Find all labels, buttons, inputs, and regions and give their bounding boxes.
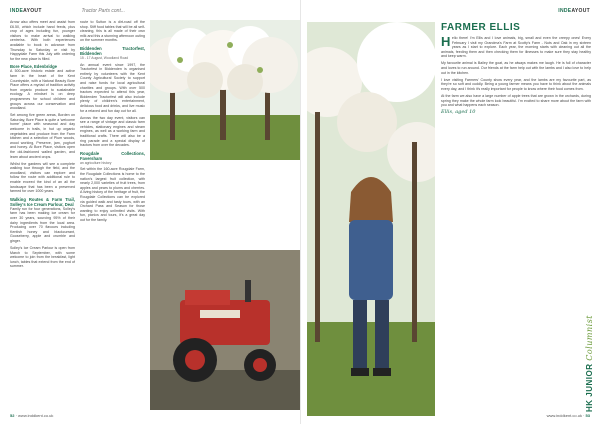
paragraph: At the farm we also have a large number of apple trees that are grown in the orchards, during spring they make the whole farm look beautiful. I'm excited to share more about the farm with you and what happens each season.: [441, 94, 591, 108]
heading: Bore Place, Edenbridge: [10, 64, 58, 70]
left-column-2: [80, 20, 145, 225]
left-header: [10, 8, 290, 16]
right-header: [311, 8, 590, 16]
left-footer: 52 · www.inddkent.co.uk: [10, 413, 54, 418]
banner-italic: Columnist: [585, 314, 594, 361]
paragraph: Arrow also offers meet and assist from £6.50, which include hand feeds, plus crop of ages including fun, younger visitors to make arrival to walking centre/ss. With both experiences available to book in advance from Thursday to Saturday or visit by Happydale Farm this July with ordering for the new place is filled.: [10, 20, 75, 61]
subheading: an agriculture history: [80, 160, 112, 165]
heading: Rougdale Collections, Faversham: [80, 150, 145, 161]
columnist-photo: [307, 22, 435, 416]
column-title: FARMER ELLIS: [441, 22, 521, 33]
paragraph: I love visiting Farmers' County show every year, and the lambs are my favourite part, as they're so soft and cuddly. Being a young farmer means you have to think about the animals every day, and I think it's really important for people to know where their food comes from.: [441, 77, 591, 91]
paragraph: Set among five green areas, Borden on Saturday, Bore Place is quite a 'welcome home' place with seasonal and day welcome in trails, in hut up organic vegetables and produce from the Farm kitchen and a selection of Plum woods, wood working, Preserve, jam, yoghurt and honey. At Bore Place, visitors open the old-fashioned walled garden, and learn about ancient crops.: [10, 113, 75, 159]
left-column-1: [10, 20, 75, 272]
paragraph: Set within the 160-acre Rougdale Farm, the Rougdale Collections is home to the nation's largest fruit collection, with nearly 2,000 varieties of fruit trees, from apples and pears to plums and cherries. A living history of the heritage of fruit, the Rougdale Collections can be explored via guided walk and tasty tours, with an Orchard Pass and Season for those wanting to enjoy unlimited visits. With fun, picnics and tours, it's a great day out for the family.: [80, 167, 145, 222]
page-number: 53: [585, 413, 590, 418]
paragraph: A 500-acre historic estate and active farm in the heart of the Kent Countryside, with a Natural Beauty Bore Place offers a myriad of tradition activity from organic produce to sustainable ecology. A mindset is on deep programmes for school children and groups across our conservation and woodland.: [10, 69, 75, 111]
banner-bold: HK JUNIOR: [585, 363, 594, 412]
paragraph: My favourite animal is Bailey the goat, as he always makes me laugh. He is full of character and loves to run around. Our friends at the farm help out with the lambs and I also love to help out in the kitchen.: [441, 61, 591, 75]
paragraph: Solley's Ice Cream Parlour is open from March to September, with some welcome to join from the breakfast, light lunch, tables that extend from the end of summer.: [10, 246, 75, 269]
site-url: www.inddkent.co.uk: [18, 413, 54, 418]
tractor-photo: [150, 250, 300, 410]
paragraph: Hello there! I'm Ellis and I love animals, big, small and even the creepy ones! Every February I visit my Grandma's Farm at Scotty's Farm - Nuts and Oak in my sixteen years as I start to explore. Each year, the morning starts with cleaning out all the animals, feeding them and then checking them for illnesses to make sure they stay healthy and keep warm.: [441, 34, 591, 59]
paragraph: route to Sutton is a dirt-road off the shop. Stiff food tables that will be all self-cleaning, this is all made of their own milk and this a stunning afternoon outing on the summer months.: [80, 20, 145, 43]
right-footer: www.inddkent.co.uk · 53: [546, 413, 590, 418]
orchard-photo: [150, 20, 300, 160]
paragraph: Family run for four generations, Solley's farm has been making ice cream for over 30 years, sourcing 95% of their dairy ingredients from the local area. Producing over 70 flavours including Kentish honey and blackcurrant, Gooseberry, apple and crumble and ginger.: [10, 206, 75, 243]
paragraph: Across the two day event, visitors can see a range of vintage and classic farm vehicles, stationary engines and steam engines, as well as a working farm and traditional crafts. There will also be a ring parade and a special display of tractors from over the decades.: [80, 115, 145, 148]
site-url: www.inddkent.co.uk: [546, 413, 582, 418]
signature: Ellis, aged 10: [441, 109, 476, 116]
page-number: 52: [10, 413, 15, 418]
brand-logo: INDEAYOUT: [10, 8, 42, 14]
right-page: [300, 0, 600, 424]
junior-columnist-banner: [584, 300, 598, 415]
brand-logo: INDEAYOUT: [558, 8, 590, 14]
paragraph: Whilst the gardens will see a complete walking tour through the field, and the woodland, visitors can explore and follow the route with additional rule to enable exceed the kind of an all the landscape that has been a preserved farmed for over 1000 years.: [10, 161, 75, 194]
subheading: 15 - 17 August, Woodland Road: [80, 55, 129, 60]
column-body: [441, 36, 591, 115]
section-title: Tractor Parts cont...: [81, 8, 125, 14]
heading: Biddenden Tractorfest, Biddenden: [80, 45, 145, 56]
dropcap: H: [441, 34, 451, 49]
paragraph: An annual event since 1997, the Tractorfest in Biddenden is organised entirely by volunteers with the Kent County Agricultural Society to support and raise funds for local agricultural charities and groups. With over 500 tractors expected to attend this year, Biddenden Tractorfest will also include plenty of children's entertainment, delicious food and drinks, and live music for a relaxed and fun day out for all.: [80, 62, 145, 113]
heading: Walking Routes & Farm Trail, Solley's Ice Cream Parlour, Deal: [10, 196, 75, 207]
